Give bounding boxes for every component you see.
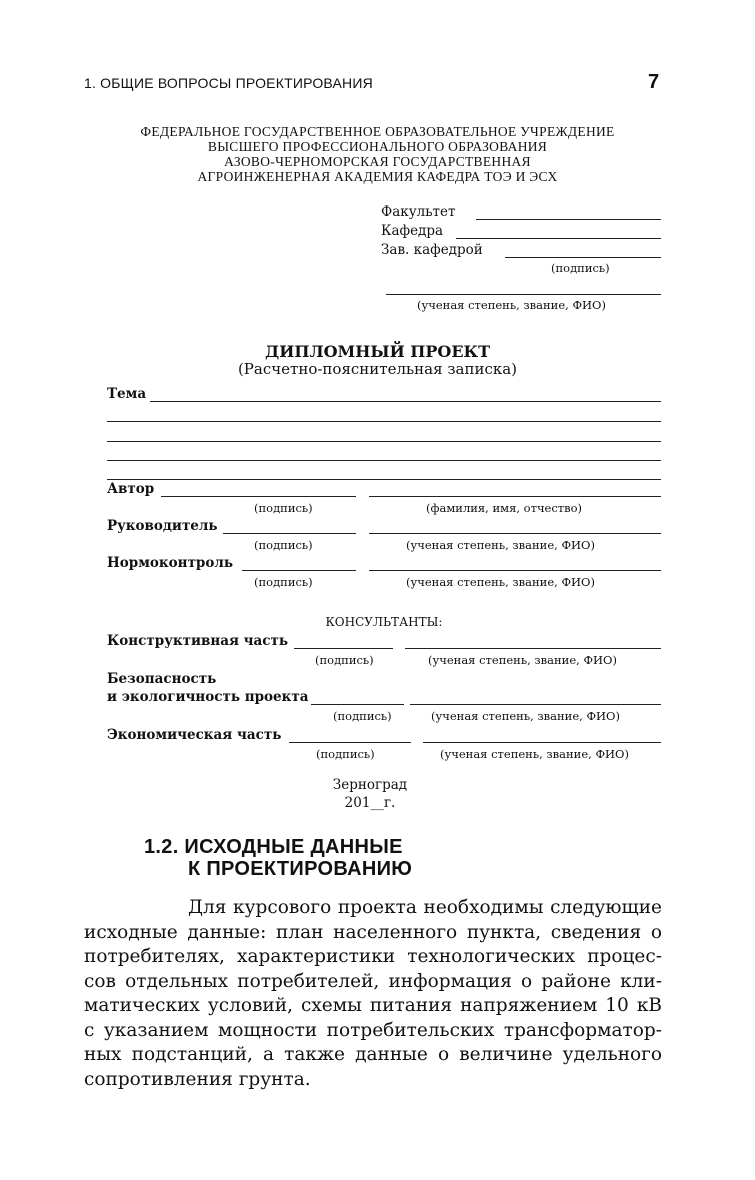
- faculty-label: Факультет: [381, 204, 456, 220]
- department-label: Кафедра: [381, 223, 444, 239]
- supervisor-signature-field[interactable]: [223, 533, 356, 534]
- constructive-name-field[interactable]: [405, 648, 661, 649]
- name-caption: (фамилия, имя, отчество): [426, 501, 583, 515]
- paragraph-line: сов отдельных потребителей, информация о районе кли-: [84, 970, 662, 992]
- signature-caption: (подпись): [315, 653, 374, 667]
- department-field[interactable]: [456, 238, 661, 239]
- topic-field-line[interactable]: [107, 421, 661, 422]
- head-name-field[interactable]: [386, 294, 661, 295]
- degree-caption: (ученая степень, звание, ФИО): [431, 709, 620, 723]
- economic-name-field[interactable]: [423, 742, 661, 743]
- safety-label-line1: Безопасность: [107, 671, 217, 687]
- author-label: Автор: [107, 481, 155, 497]
- topic-field-line[interactable]: [107, 479, 661, 480]
- degree-caption: (ученая степень, звание, ФИО): [440, 747, 629, 761]
- section-title-line2: К ПРОЕКТИРОВАНИЮ: [188, 858, 413, 880]
- safety-name-field[interactable]: [410, 704, 661, 705]
- degree-caption: (ученая степень, звание, ФИО): [417, 298, 606, 312]
- signature-caption: (подпись): [316, 747, 375, 761]
- topic-field[interactable]: [150, 401, 661, 402]
- institution-line: ВЫСШЕГО ПРОФЕССИОНАЛЬНОГО ОБРАЗОВАНИЯ: [207, 139, 548, 154]
- head-signature-field[interactable]: [505, 257, 661, 258]
- author-signature-field[interactable]: [161, 496, 356, 497]
- document-subtitle: (Расчетно-пояснительная записка): [237, 360, 518, 378]
- year: 201__г.: [344, 795, 396, 811]
- city: Зерноград: [332, 777, 408, 793]
- paragraph-line: с указанием мощности потребительских трансформатор-: [84, 1019, 662, 1041]
- norm-control-signature-field[interactable]: [242, 570, 356, 571]
- running-title: 1. ОБЩИЕ ВОПРОСЫ ПРОЕКТИРОВАНИЯ: [84, 75, 373, 91]
- document-title: ДИПЛОМНЫЙ ПРОЕКТ: [264, 342, 490, 361]
- topic-field-line[interactable]: [107, 441, 661, 442]
- institution-line: АГРОИНЖЕНЕРНАЯ АКАДЕМИЯ КАФЕДРА ТОЭ И ЭСХ: [197, 169, 558, 184]
- section-title-line1: 1.2. ИСХОДНЫЕ ДАННЫЕ: [144, 836, 403, 858]
- economic-signature-field[interactable]: [289, 742, 411, 743]
- institution-line: ФЕДЕРАЛЬНОЕ ГОСУДАРСТВЕННОЕ ОБРАЗОВАТЕЛЬНОЕ УЧРЕЖДЕНИЕ: [140, 124, 615, 139]
- signature-caption: (подпись): [333, 709, 392, 723]
- safety-label-line2: и экологичность проекта: [107, 689, 309, 705]
- paragraph-line: Для курсового проекта необходимы следующие: [188, 897, 662, 918]
- signature-caption: (подпись): [551, 261, 610, 275]
- section-paragraph: [84, 896, 662, 1092]
- supervisor-label: Руководитель: [107, 518, 218, 534]
- paragraph-line: ных подстанций, а также данные о величине удельного: [84, 1044, 662, 1065]
- paragraph-line: матических условий, схемы питания напряжением 10 кВ: [84, 995, 662, 1016]
- degree-caption: (ученая степень, звание, ФИО): [428, 653, 617, 667]
- head-label: Зав. кафедрой: [381, 242, 483, 258]
- author-name-field[interactable]: [369, 496, 661, 497]
- paragraph-line: потребителях, характеристики технологических процес-: [84, 946, 662, 967]
- paragraph-line: сопротивления грунта.: [84, 1068, 311, 1090]
- safety-signature-field[interactable]: [311, 704, 404, 705]
- degree-caption: (ученая степень, звание, ФИО): [406, 538, 595, 552]
- signature-caption: (подпись): [254, 501, 313, 515]
- constructive-signature-field[interactable]: [294, 648, 393, 649]
- norm-control-label: Нормоконтроль: [107, 555, 234, 571]
- page-number: 7: [648, 71, 660, 93]
- faculty-field[interactable]: [476, 219, 661, 220]
- signature-caption: (подпись): [254, 575, 313, 589]
- topic-label: Тема: [107, 386, 147, 402]
- consultants-heading: КОНСУЛЬТАНТЫ:: [325, 615, 443, 629]
- economic-label: Экономическая часть: [107, 727, 282, 743]
- norm-control-name-field[interactable]: [369, 570, 661, 571]
- paragraph-line: исходные данные: план населенного пункта, сведения о: [84, 921, 662, 943]
- institution-line: АЗОВО-ЧЕРНОМОРСКАЯ ГОСУДАРСТВЕННАЯ: [224, 154, 531, 169]
- topic-field-line[interactable]: [107, 460, 661, 461]
- supervisor-name-field[interactable]: [369, 533, 661, 534]
- constructive-label: Конструктивная часть: [107, 633, 289, 649]
- degree-caption: (ученая степень, звание, ФИО): [406, 575, 595, 589]
- signature-caption: (подпись): [254, 538, 313, 552]
